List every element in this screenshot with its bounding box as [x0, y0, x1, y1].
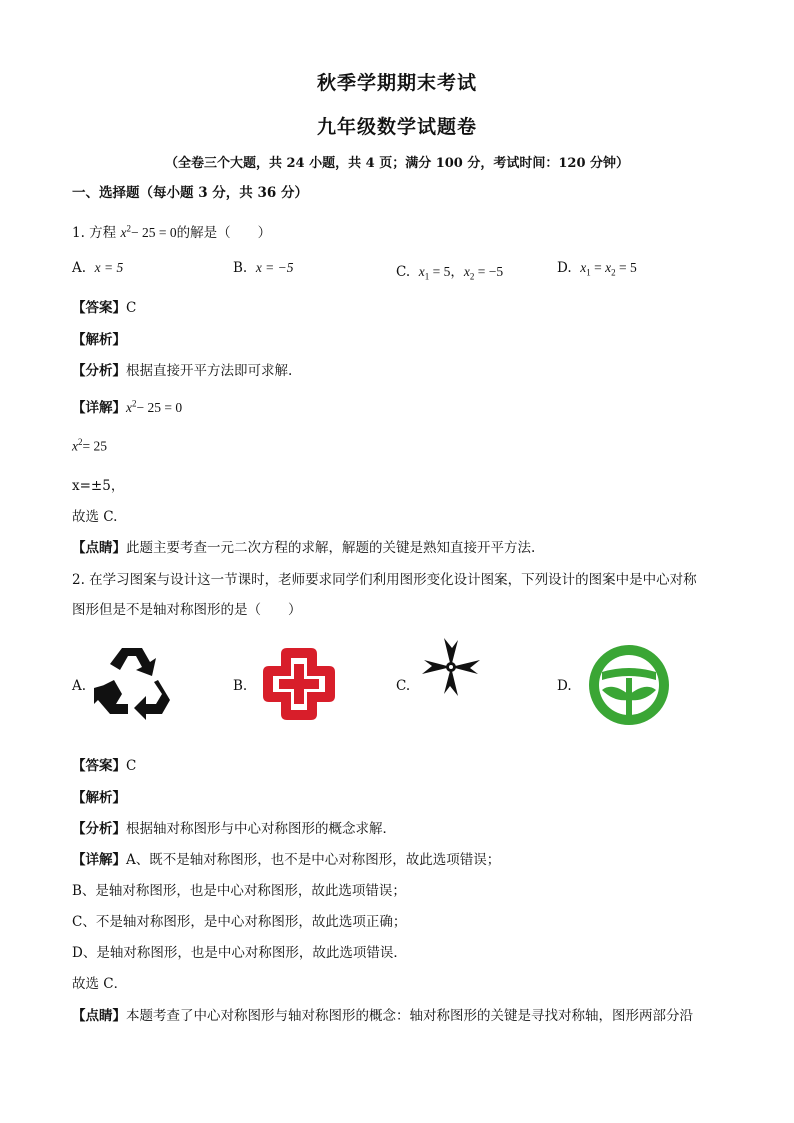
pinwheel-icon	[420, 636, 482, 698]
q2-answer: 【答案】C	[72, 758, 137, 774]
q1-option-d: D. $x_1 = x_2 = 5$	[557, 260, 637, 278]
q2-conclusion: 故选 C．	[72, 976, 128, 992]
green-food-logo-icon	[588, 644, 670, 726]
q2-xiangjie-a: 【详解】A、既不是轴对称图形，也不是中心对称图形，故此选项错误；	[72, 852, 501, 868]
q2-stem-line1: 2. 在学习图案与设计这一节课时，老师要求同学们利用图形变化设计图案，下列设计的图案中是中心对称	[72, 572, 697, 588]
q2-option-c-label: C.	[396, 678, 411, 694]
q1-stem: 1. 方程 $x^2- 25 = 0$的解是（ ）	[72, 223, 272, 241]
q2-option-b-label: B.	[233, 678, 248, 694]
exam-subtitle-grade: 九年级数学试题卷	[316, 116, 477, 138]
recycle-icon	[92, 642, 178, 724]
exam-title: 秋季学期期末考试	[316, 72, 477, 94]
q1-analysis-tag: 【解析】	[72, 332, 126, 348]
q2-option-d-label: D.	[557, 678, 572, 694]
q1-option-b: B. x = −5	[233, 260, 294, 276]
q2-option-a-label: A.	[72, 678, 87, 694]
exam-info: （全卷三个大题，共 24 小题，共 4 页；满分 100 分，考试时间：120 分钟）	[164, 156, 630, 171]
q2-stem-line2: 图形但是不是轴对称图形的是（ ）	[72, 602, 302, 618]
section-heading: 一、选择题（每小题 3 分，共 36 分）	[72, 185, 308, 201]
q1-option-a: A. x = 5	[72, 260, 124, 276]
q2-line-b: B、是轴对称图形，也是中心对称图形，故此选项错误；	[72, 883, 406, 899]
q1-answer: 【答案】C	[72, 300, 137, 316]
q2-line-c: C、不是轴对称图形，是中心对称图形，故此选项正确；	[72, 914, 407, 930]
q2-fenxi: 【分析】根据轴对称图形与中心对称图形的概念求解．	[72, 821, 396, 837]
q1-option-c: C. $x_1 = 5$，$x_2 = -5$	[396, 264, 504, 282]
q1-step2: $x^2= 25$	[72, 437, 107, 454]
red-cross-icon	[259, 644, 339, 724]
q2-analysis-tag: 【解析】	[72, 790, 126, 806]
q1-step3: x=±5，	[72, 478, 125, 494]
q1-xiangjie: 【详解】$x^2- 25 = 0$	[72, 398, 183, 416]
q2-line-d: D、是轴对称图形，也是中心对称图形，故此选项错误．	[72, 945, 407, 961]
q1-dianjing: 【点睛】此题主要考查一元二次方程的求解，解题的关键是熟知直接开平方法.	[72, 540, 536, 556]
q1-fenxi: 【分析】根据直接开平方法即可求解.	[72, 363, 293, 379]
q2-dianjing: 【点睛】本题考查了中心对称图形与轴对称图形的概念：轴对称图形的关键是寻找对称轴，图形两部分沿	[72, 1008, 693, 1024]
q1-conclusion: 故选 C.	[72, 509, 118, 525]
